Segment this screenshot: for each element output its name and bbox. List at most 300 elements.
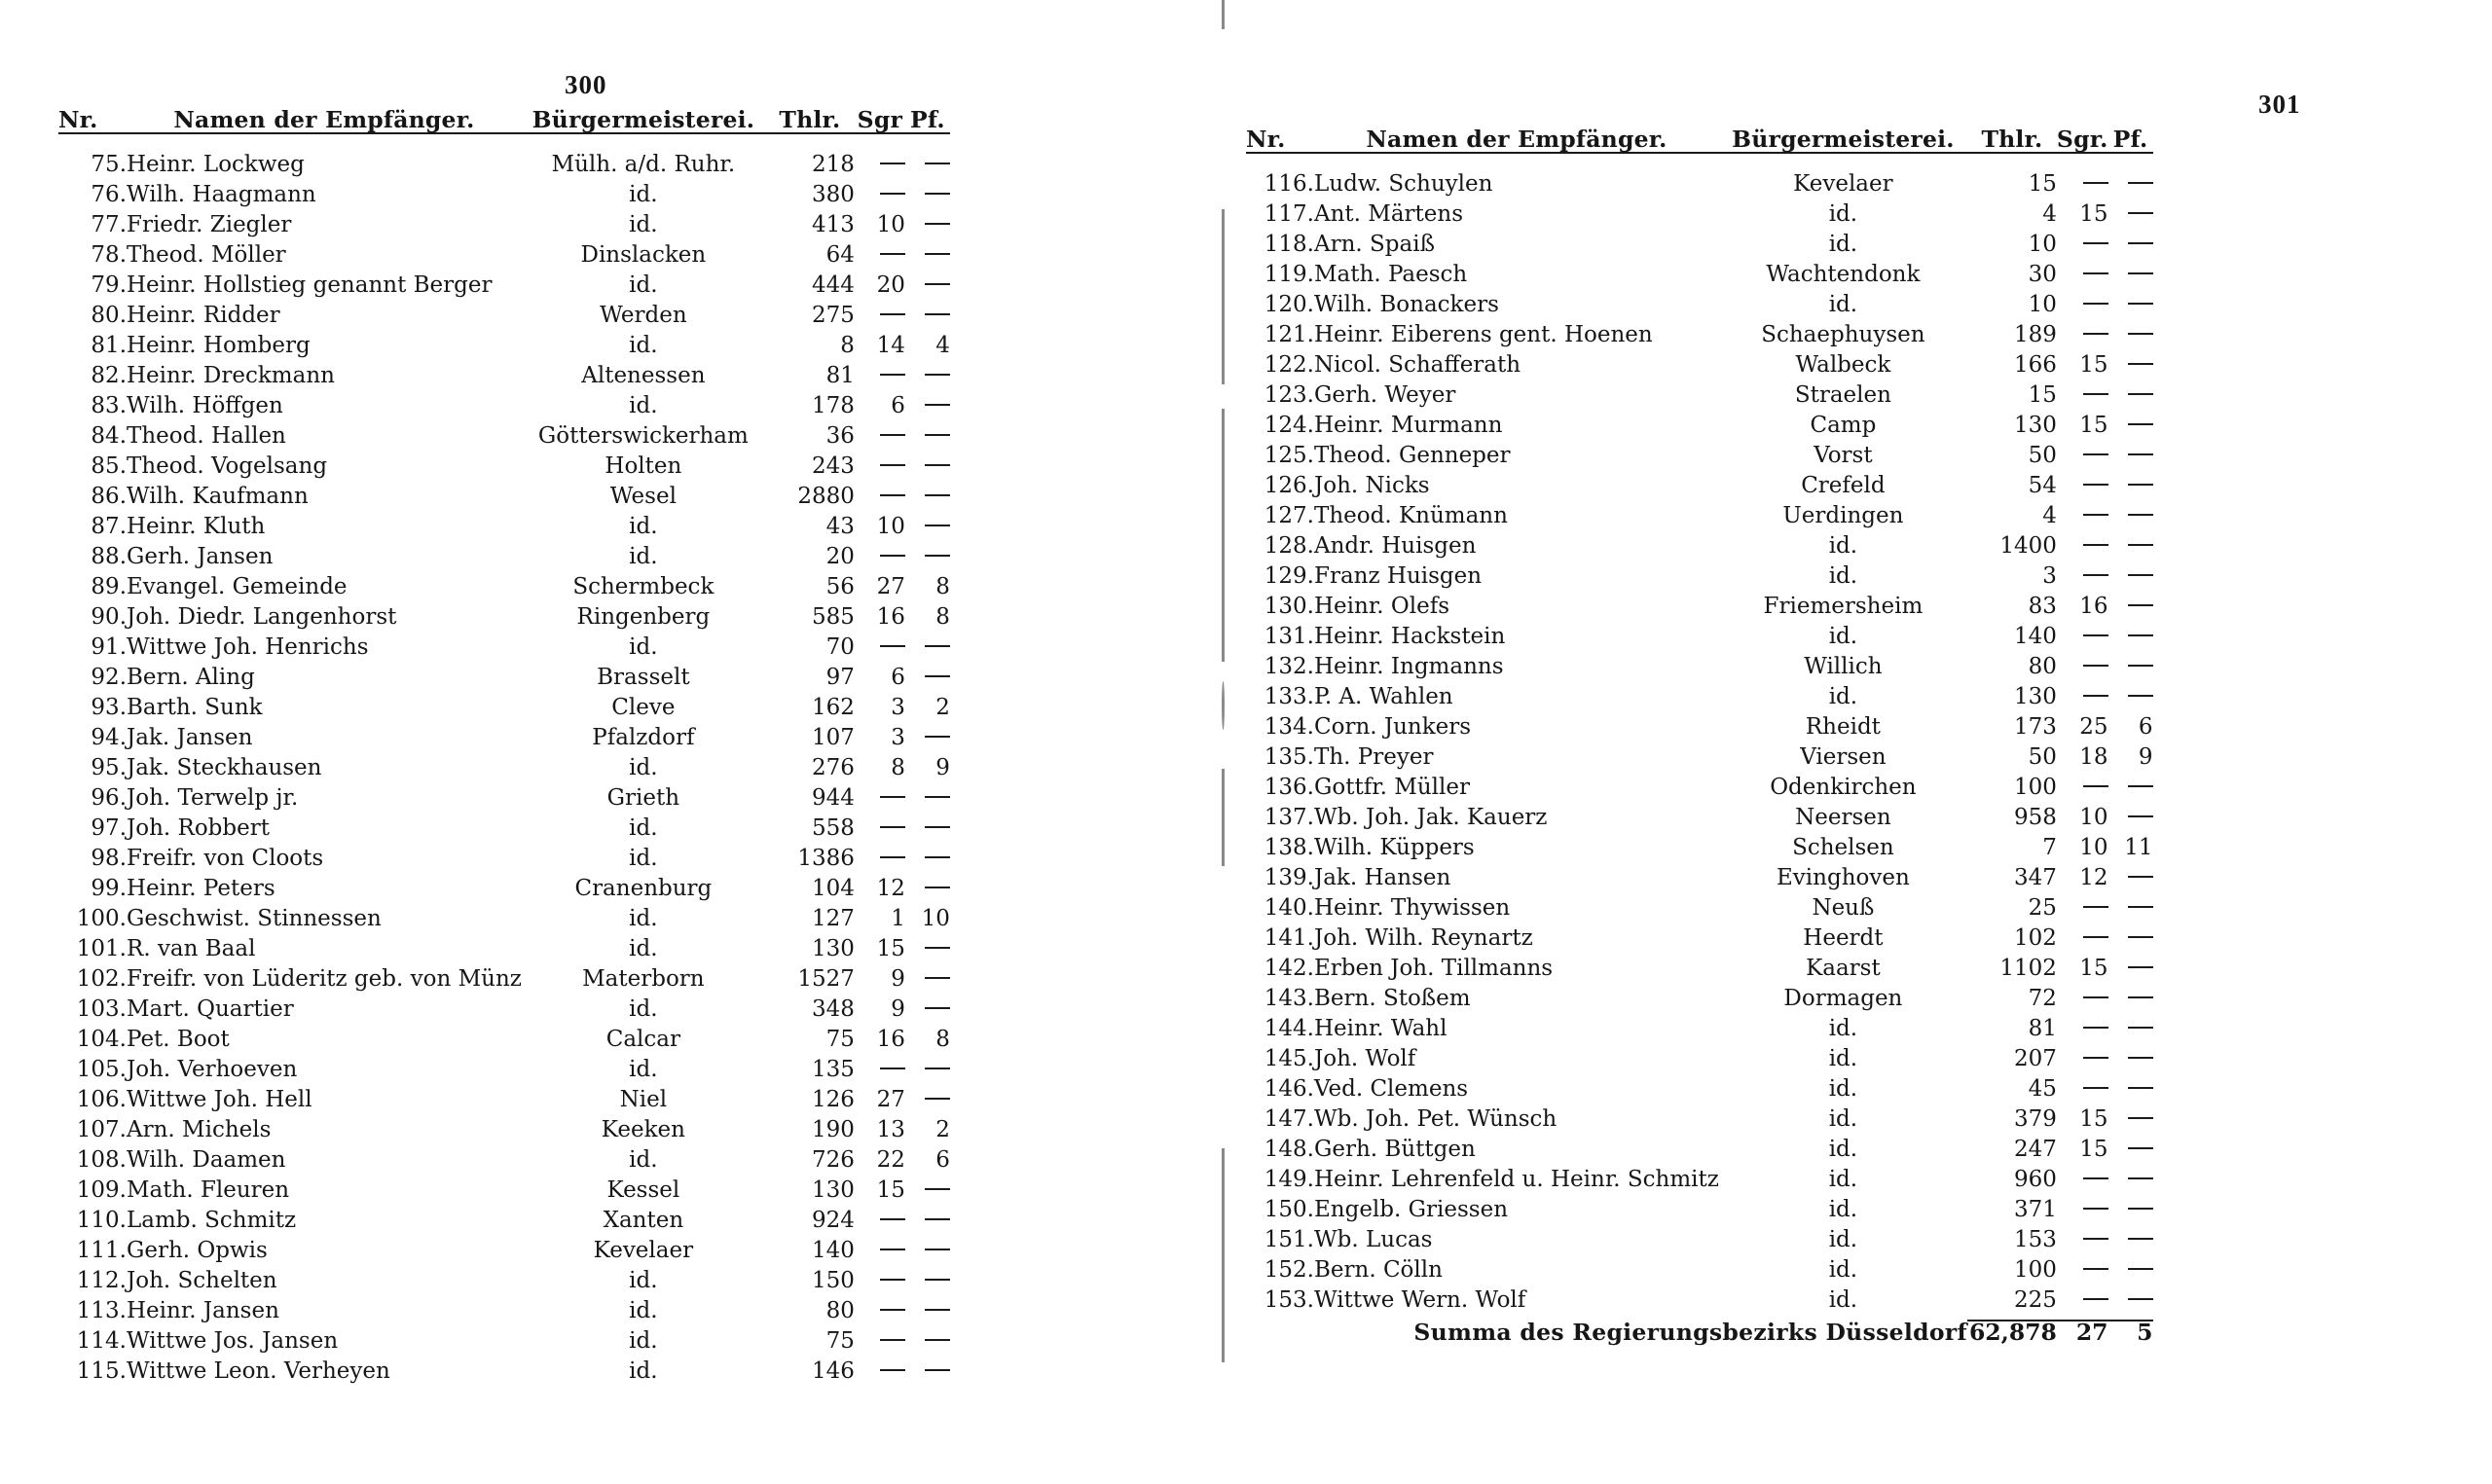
cell-pf <box>905 727 950 757</box>
table-row <box>1246 927 2153 958</box>
cell-pf <box>2108 445 2153 475</box>
table-row <box>58 274 950 305</box>
cell-name: Joh. Wolf <box>1314 1045 1416 1071</box>
cell-pf <box>905 1360 950 1391</box>
cell-thlr: 70 <box>825 633 855 660</box>
cell-name: Ant. Märtens <box>1314 200 1464 227</box>
dash-mark <box>2083 1177 2108 1179</box>
table-row <box>1246 1169 2153 1199</box>
cell-sgr <box>2057 384 2108 415</box>
cell-name: Pet. Boot <box>127 1026 230 1052</box>
cell-nr: 100. <box>76 905 127 931</box>
dash-mark <box>925 645 950 647</box>
cell-pf <box>905 455 950 486</box>
cell-pf <box>2108 203 2153 234</box>
table-row <box>1246 354 2153 384</box>
dash-mark <box>2128 665 2153 667</box>
cell-sgr <box>2057 988 2108 1018</box>
cell-sgr <box>855 1059 905 1089</box>
cell-name: Joh. Wilh. Reynartz <box>1314 924 1533 951</box>
cell-buergermeisterei: Calcar <box>605 1026 680 1052</box>
table-row <box>58 1360 950 1391</box>
cell-thlr: 190 <box>811 1116 855 1142</box>
cell-nr: 116. <box>1264 170 1314 197</box>
cell-nr: 138. <box>1264 834 1314 860</box>
cell-sgr <box>855 244 905 274</box>
cell-thlr: 102 <box>2014 924 2057 951</box>
cell-sgr: 15 <box>876 1176 905 1203</box>
dash-mark <box>925 1369 950 1371</box>
table-row <box>58 154 950 184</box>
cell-buergermeisterei: id. <box>629 513 658 539</box>
cell-sgr: 6 <box>891 664 905 690</box>
cell-pf <box>905 1300 950 1330</box>
cell-pf <box>2108 1169 2153 1199</box>
cell-nr: 150. <box>1264 1196 1314 1222</box>
dash-mark <box>2128 514 2153 516</box>
cell-nr: 136. <box>1264 774 1314 800</box>
table-row <box>1246 1199 2153 1229</box>
cell-buergermeisterei: Viersen <box>1800 743 1887 770</box>
cell-buergermeisterei: id. <box>1828 231 1858 257</box>
cell-buergermeisterei: id. <box>629 1297 658 1323</box>
cell-nr: 81. <box>91 332 127 358</box>
cell-thlr: 64 <box>825 241 855 268</box>
cell-pf <box>2108 264 2153 294</box>
table-row <box>58 1149 950 1179</box>
dash-mark <box>2083 182 2108 184</box>
cell-sgr: 15 <box>2079 1136 2108 1162</box>
cell-buergermeisterei: Vorst <box>1814 442 1873 468</box>
cell-nr: 141. <box>1264 924 1314 951</box>
column-header-sgr: Sgr. <box>2056 126 2108 153</box>
column-header-buergermeisterei: Bürgermeisterei. <box>1719 128 1967 153</box>
cell-thlr: 130 <box>811 935 855 961</box>
dash-mark <box>925 856 950 858</box>
cell-pf <box>905 1210 950 1240</box>
cell-sgr: 3 <box>891 694 905 720</box>
cell-nr: 84. <box>91 422 127 449</box>
cell-name: Lamb. Schmitz <box>127 1207 297 1233</box>
cell-name: Bern. Cölln <box>1314 1256 1443 1283</box>
dash-mark <box>2083 242 2108 244</box>
cell-thlr: 379 <box>2014 1105 2057 1132</box>
dash-mark <box>2128 242 2153 244</box>
cell-nr: 111. <box>76 1237 127 1263</box>
table-row <box>58 455 950 486</box>
cell-sgr <box>2057 1048 2108 1078</box>
cell-sgr <box>2057 777 2108 807</box>
cell-thlr: 72 <box>2028 985 2057 1011</box>
cell-nr: 124. <box>1264 412 1314 438</box>
cell-buergermeisterei: id. <box>1828 200 1858 227</box>
cell-nr: 102. <box>76 965 127 992</box>
dash-mark <box>925 826 950 828</box>
cell-thlr: 25 <box>2028 894 2057 921</box>
cell-nr: 78. <box>91 241 127 268</box>
cell-pf: 6 <box>935 1146 950 1173</box>
cell-thlr: 348 <box>811 995 855 1022</box>
cell-nr: 148. <box>1264 1136 1314 1162</box>
table-row <box>1246 203 2153 234</box>
dash-mark <box>2083 303 2108 305</box>
dash-mark <box>2083 695 2108 697</box>
cell-thlr: 178 <box>811 392 855 418</box>
cell-buergermeisterei: Neuß <box>1812 894 1875 921</box>
dash-mark <box>2083 996 2108 998</box>
cell-thlr: 43 <box>825 513 855 539</box>
cell-nr: 109. <box>76 1176 127 1203</box>
dash-mark <box>2083 906 2108 908</box>
cell-thlr: 726 <box>811 1146 855 1173</box>
cell-thlr: 3 <box>2042 562 2057 589</box>
cell-pf <box>2108 505 2153 535</box>
cell-name: Joh. Diedr. Langenhorst <box>127 603 397 630</box>
table-row <box>58 636 950 667</box>
cell-buergermeisterei: Werden <box>600 302 687 328</box>
table-row <box>1246 1108 2153 1139</box>
table-row <box>58 365 950 395</box>
cell-name: Joh. Nicks <box>1314 472 1430 498</box>
cell-buergermeisterei: id. <box>629 814 658 841</box>
dash-mark <box>2083 514 2108 516</box>
table-row <box>1246 867 2153 897</box>
cell-sgr: 8 <box>891 754 905 780</box>
cell-pf <box>2108 927 2153 958</box>
table-row <box>58 305 950 335</box>
dash-mark <box>925 525 950 526</box>
cell-thlr: 1386 <box>797 845 855 871</box>
cell-buergermeisterei: Willich <box>1804 653 1883 679</box>
table-row <box>58 817 950 848</box>
cell-thlr: 1527 <box>797 965 855 992</box>
table-row <box>1246 716 2153 746</box>
dash-mark <box>925 313 950 315</box>
cell-nr: 77. <box>91 211 127 237</box>
table-row <box>58 606 950 636</box>
cell-sgr <box>855 154 905 184</box>
dash-mark <box>2128 423 2153 425</box>
dash-mark <box>2128 966 2153 968</box>
table-row <box>1246 415 2153 445</box>
column-header-buergermeisterei: Bürgermeisterei. <box>522 109 765 133</box>
cell-thlr: 4 <box>2042 200 2057 227</box>
cell-pf <box>2108 807 2153 837</box>
dash-mark <box>2083 785 2108 787</box>
table-row <box>58 757 950 787</box>
cell-nr: 144. <box>1264 1015 1314 1041</box>
cell-thlr: 4 <box>2042 502 2057 528</box>
cell-thlr: 225 <box>2014 1286 2057 1313</box>
cell-buergermeisterei: Dinslacken <box>580 241 707 268</box>
dash-mark <box>2128 453 2153 455</box>
dash-mark <box>2128 212 2153 214</box>
cell-pf <box>905 546 950 576</box>
cell-nr: 115. <box>76 1357 127 1384</box>
dash-mark <box>2128 333 2153 335</box>
cell-pf <box>2108 596 2153 626</box>
dash-mark <box>880 464 905 466</box>
cell-name: Freifr. von Lüderitz geb. von Münz <box>127 965 522 992</box>
table-row <box>1246 445 2153 475</box>
cell-sgr: 27 <box>876 1086 905 1112</box>
cell-buergermeisterei: Uerdingen <box>1782 502 1904 528</box>
dash-mark <box>880 856 905 858</box>
cell-nr: 134. <box>1264 713 1314 740</box>
table-row <box>1246 294 2153 324</box>
cell-sgr <box>2057 535 2108 565</box>
cell-nr: 140. <box>1264 894 1314 921</box>
dash-mark <box>880 494 905 496</box>
cell-pf: 10 <box>921 905 950 931</box>
dash-mark <box>880 163 905 164</box>
cell-name: Bern. Stoßem <box>1314 985 1471 1011</box>
cell-thlr: 153 <box>2014 1226 2057 1252</box>
cell-thlr: 130 <box>811 1176 855 1203</box>
cell-buergermeisterei: id. <box>629 1146 658 1173</box>
table-row <box>58 486 950 516</box>
folio-number-left: 300 <box>565 70 607 99</box>
table-row <box>58 998 950 1029</box>
cell-nr: 119. <box>1264 261 1314 287</box>
table-row <box>1246 1018 2153 1048</box>
cell-buergermeisterei: id. <box>1828 562 1858 589</box>
cell-thlr: 140 <box>811 1237 855 1263</box>
column-header-thlr: Thlr. <box>1967 128 2057 153</box>
cell-nr: 95. <box>91 754 127 780</box>
cell-buergermeisterei: Ringenberg <box>576 603 711 630</box>
cell-sgr <box>855 787 905 817</box>
cell-nr: 147. <box>1264 1105 1314 1132</box>
cell-pf: 8 <box>935 573 950 599</box>
cell-buergermeisterei: Kaarst <box>1806 955 1881 981</box>
cell-pf <box>2108 958 2153 988</box>
cell-name: Erben Joh. Tillmanns <box>1314 955 1554 981</box>
cell-nr: 143. <box>1264 985 1314 1011</box>
column-header-name: Namen der Empfänger. <box>127 109 522 133</box>
cell-sgr: 18 <box>2079 743 2108 770</box>
cell-thlr: 80 <box>825 1297 855 1323</box>
cell-thlr: 130 <box>2014 683 2057 709</box>
dash-mark <box>2128 1298 2153 1300</box>
cell-pf <box>2108 565 2153 596</box>
cell-nr: 87. <box>91 513 127 539</box>
dash-mark <box>925 887 950 888</box>
cell-nr: 105. <box>76 1056 127 1082</box>
cell-buergermeisterei: id. <box>1828 1226 1858 1252</box>
dash-mark <box>2083 544 2108 546</box>
cell-sgr <box>2057 656 2108 686</box>
cell-nr: 112. <box>76 1267 127 1293</box>
cell-nr: 132. <box>1264 653 1314 679</box>
cell-name: Gerh. Büttgen <box>1314 1136 1476 1162</box>
cell-pf <box>2108 1229 2153 1259</box>
dash-mark <box>2083 453 2108 455</box>
dash-mark <box>2083 634 2108 636</box>
table-row <box>58 1179 950 1210</box>
cell-nr: 146. <box>1264 1075 1314 1102</box>
dash-mark <box>925 736 950 738</box>
cell-buergermeisterei: id. <box>1828 1286 1858 1313</box>
cell-pf <box>905 486 950 516</box>
cell-thlr: 135 <box>811 1056 855 1082</box>
dash-mark <box>2128 1268 2153 1270</box>
cell-nr: 88. <box>91 543 127 569</box>
cell-buergermeisterei: id. <box>1828 1166 1858 1192</box>
cell-pf <box>2108 1078 2153 1108</box>
cell-name: Andr. Huisgen <box>1314 532 1477 559</box>
table-row <box>1246 746 2153 777</box>
cell-name: Arn. Spaiß <box>1314 231 1435 257</box>
cell-pf <box>2108 384 2153 415</box>
dash-mark <box>925 675 950 677</box>
cell-nr: 122. <box>1264 351 1314 378</box>
cell-pf <box>905 878 950 908</box>
cell-name: Heinr. Olefs <box>1314 593 1450 619</box>
cell-sgr <box>2057 927 2108 958</box>
cell-nr: 129. <box>1264 562 1314 589</box>
table-row <box>1246 384 2153 415</box>
cell-buergermeisterei: id. <box>629 995 658 1022</box>
cell-name: Wilh. Höffgen <box>127 392 283 418</box>
table-body-right <box>1246 153 2153 1321</box>
cell-sgr <box>855 1270 905 1300</box>
cell-sgr: 3 <box>891 724 905 750</box>
cell-buergermeisterei: Wesel <box>609 483 677 509</box>
cell-pf <box>2108 656 2153 686</box>
cell-name: Wittwe Wern. Wolf <box>1314 1286 1526 1313</box>
cell-name: Heinr. Hackstein <box>1314 623 1506 649</box>
cell-thlr: 15 <box>2028 170 2057 197</box>
cell-thlr: 8 <box>840 332 855 358</box>
cell-sgr <box>2057 1289 2108 1321</box>
dash-mark <box>2128 303 2153 305</box>
cell-name: Heinr. Thywissen <box>1314 894 1511 921</box>
cell-sgr <box>2057 324 2108 354</box>
cell-name: Wittwe Joh. Henrichs <box>127 633 369 660</box>
cell-name: Theod. Knümann <box>1314 502 1508 528</box>
summary-thlr: 62,878 <box>1967 1321 2057 1345</box>
left-page <box>0 0 1217 1484</box>
cell-pf <box>2108 897 2153 927</box>
cell-pf <box>2108 294 2153 324</box>
cell-nr: 121. <box>1264 321 1314 347</box>
cell-sgr: 12 <box>876 875 905 901</box>
dash-mark <box>925 374 950 376</box>
cell-thlr: 444 <box>811 271 855 298</box>
table-row <box>58 546 950 576</box>
dash-mark <box>2128 272 2153 274</box>
cell-buergermeisterei: id. <box>629 1357 658 1384</box>
cell-nr: 107. <box>76 1116 127 1142</box>
cell-name: Gerh. Weyer <box>1314 381 1456 408</box>
dash-mark <box>880 1369 905 1371</box>
cell-thlr: 218 <box>811 151 855 177</box>
cell-pf <box>2108 777 2153 807</box>
cell-name: Heinr. Eiberens gent. Hoenen <box>1314 321 1653 347</box>
cell-pf <box>905 787 950 817</box>
cell-nr: 125. <box>1264 442 1314 468</box>
table-row <box>58 1119 950 1149</box>
cell-nr: 89. <box>91 573 127 599</box>
table-row <box>58 1300 950 1330</box>
dash-mark <box>925 163 950 164</box>
recipients-table-right <box>1246 128 2153 1344</box>
cell-thlr: 558 <box>811 814 855 841</box>
dash-mark <box>2083 1238 2108 1240</box>
cell-thlr: 162 <box>811 694 855 720</box>
dash-mark <box>925 555 950 557</box>
cell-thlr: 243 <box>811 452 855 479</box>
cell-name: Joh. Terwelp jr. <box>127 784 299 811</box>
cell-thlr: 10 <box>2028 231 2057 257</box>
cell-sgr <box>855 848 905 878</box>
cell-buergermeisterei: Cranenburg <box>574 875 713 901</box>
cell-name: R. van Baal <box>127 935 256 961</box>
cell-name: Theod. Hallen <box>127 422 286 449</box>
cell-name: Wilh. Daamen <box>127 1146 286 1173</box>
cell-name: Wilh. Küppers <box>1314 834 1475 860</box>
cell-buergermeisterei: Cleve <box>611 694 676 720</box>
dash-mark <box>2128 996 2153 998</box>
cell-sgr: 10 <box>2079 834 2108 860</box>
table-row <box>58 667 950 697</box>
cell-sgr: 10 <box>876 211 905 237</box>
dash-mark <box>2083 574 2108 576</box>
table-row <box>1246 988 2153 1018</box>
cell-sgr: 10 <box>876 513 905 539</box>
dash-mark <box>2083 936 2108 938</box>
cell-sgr: 27 <box>876 573 905 599</box>
cell-nr: 106. <box>76 1086 127 1112</box>
dash-mark <box>925 223 950 225</box>
cell-name: Heinr. Jansen <box>127 1297 279 1323</box>
cell-nr: 120. <box>1264 291 1314 317</box>
cell-pf <box>905 425 950 455</box>
cell-sgr <box>855 1300 905 1330</box>
dash-mark <box>925 1249 950 1250</box>
table-row <box>1246 897 2153 927</box>
cell-pf: 9 <box>2138 743 2153 770</box>
dash-mark <box>2128 484 2153 486</box>
table-row <box>1246 565 2153 596</box>
cell-buergermeisterei: Odenkirchen <box>1770 774 1917 800</box>
cell-nr: 93. <box>91 694 127 720</box>
cell-buergermeisterei: id. <box>629 271 658 298</box>
cell-nr: 137. <box>1264 804 1314 830</box>
dash-mark <box>2128 936 2153 938</box>
dash-mark <box>2083 1027 2108 1029</box>
cell-buergermeisterei: id. <box>1828 1256 1858 1283</box>
table-row <box>58 727 950 757</box>
dash-mark <box>880 1218 905 1220</box>
cell-nr: 98. <box>91 845 127 871</box>
cell-pf <box>2108 1259 2153 1289</box>
dash-mark <box>2128 1027 2153 1029</box>
summary-pf: 5 <box>2108 1321 2153 1345</box>
table-row <box>1246 1048 2153 1078</box>
cell-pf: 6 <box>2138 713 2153 740</box>
cell-thlr: 7 <box>2042 834 2057 860</box>
cell-thlr: 81 <box>2028 1015 2057 1041</box>
cell-buergermeisterei: Mülh. a/d. Ruhr. <box>551 151 736 177</box>
dash-mark <box>880 313 905 315</box>
cell-name: Heinr. Lockweg <box>127 151 305 177</box>
cell-name: Gerh. Opwis <box>127 1237 268 1263</box>
cell-buergermeisterei: Camp <box>1810 412 1877 438</box>
dash-mark <box>2128 1057 2153 1059</box>
cell-sgr: 16 <box>2079 593 2108 619</box>
